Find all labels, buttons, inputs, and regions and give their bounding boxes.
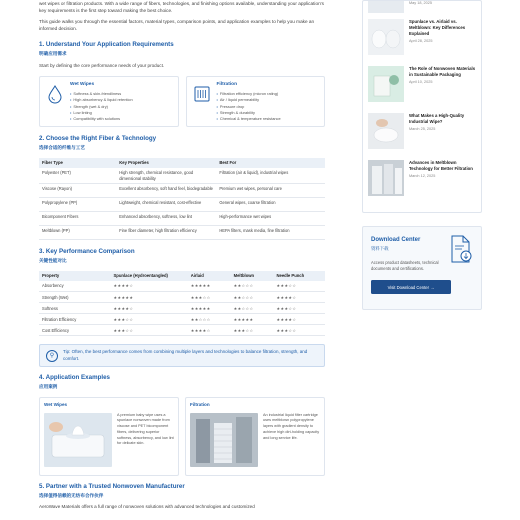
card-item: • Filtration efficiency (micron rating) [217,91,281,97]
post-item[interactable] [368,113,476,154]
star-rating: ★★★★☆ [274,292,326,303]
table-cell: Viscose (Rayon) [39,184,116,198]
table-row [39,212,325,226]
table-cell: HEPA filters, mask media, fine filtration [216,226,325,240]
application-examples [39,397,325,476]
card-item: • Low linting [70,110,133,116]
filter-cartridge-photo [190,413,258,467]
card-title: Filtration [216,82,238,88]
table-row [39,303,325,314]
star-rating: ★★★☆☆ [274,281,326,292]
table-row [39,325,325,336]
intro-paragraph-2: This guide walks you through the essential factors, material types, comparison points, and application examples to help you make an informed decision. [39,19,315,32]
table-header: Meltblown [231,271,274,281]
table-cell: Filtration (air & liquid), industrial wipes [216,168,325,184]
post-thumbnail[interactable] [368,66,404,102]
table-cell: High strength, chemical resistance, good dimensional stability [116,168,216,184]
fiber-table [39,158,325,240]
post-item[interactable] [368,160,476,201]
card-item: • Chemical & temperature resistance [217,116,281,122]
star-rating: ★★★★★ [188,281,231,292]
post-title[interactable]: The Role of Nonwoven Materials in Sustainable Packaging [409,66,476,78]
document-download-icon [449,235,473,263]
app-text: An industrial liquid filter cartridge uses meltblown polypropylene layers with gradient density to achieve high dirt-holding capacity and long service life. [263,412,320,440]
app-filtration [185,397,325,476]
post-date: March 12, 2025 [409,174,436,179]
table-cell: Meltblown (PP) [39,226,116,240]
star-rating: ★★★☆☆ [274,325,326,336]
app-title: Filtration [190,402,210,408]
post-title[interactable]: Spunlace vs. Airlaid vs. Meltblown: Key Differences Explained [409,19,466,37]
star-rating: ★★★☆☆ [111,325,188,336]
section-1-title-cn: 明确应用需求 [39,51,67,57]
star-rating: ★★★★☆ [188,325,231,336]
download-title-cn: 资料下载 [371,245,389,251]
card-wet-wipes [39,76,179,127]
card-item: • Softness & skin-friendliness [70,91,133,97]
section-2-title-cn: 选择合适的纤维与工艺 [39,145,85,151]
post-date: March 25, 2025 [409,127,436,132]
table-row [39,226,325,240]
app-text: A premium baby wipe uses a spunlace nonwoven made from viscose and PET bicomponent fibers, delivering superior softness, absorbency, and low lint for delicate skin. [117,412,174,446]
post-date: April 28, 2025 [409,39,433,44]
section-5-title-cn: 选择值得信赖的无纺布合作伙伴 [39,493,104,499]
star-rating: ★★★★★ [231,314,274,325]
post-item[interactable] [368,19,476,60]
table-cell: Polyester (PET) [39,168,116,184]
star-rating: ★★★☆☆ [231,325,274,336]
post-date: May 18, 2025 [409,1,433,5]
post-thumbnail[interactable] [368,113,404,149]
recent-posts [362,0,482,213]
post-title[interactable]: Advances in Meltblown Technology for Better Filtration [409,160,473,172]
table-header: Fiber Type [39,158,116,168]
card-title: Wet Wipes [70,82,95,88]
star-rating: ★★★★★ [188,303,231,314]
card-item: • Strength & durability [217,110,281,116]
property-cell: Absorbency [39,281,111,292]
property-cell: Strength (Wet) [39,292,111,303]
post-title[interactable]: What Makes a High-Quality Industrial Wipe? [409,113,465,125]
table-cell: High-performance wet wipes [216,212,325,226]
section-4-title: 4. Application Examples [39,374,110,382]
star-rating: ★★★☆☆ [274,303,326,314]
card-item: • Air / liquid permeability [217,97,281,103]
star-rating: ★★★☆☆ [111,314,188,325]
card-item: • Strength (wet & dry) [70,104,133,110]
intro [39,0,325,32]
star-rating: ★★☆☆☆ [231,303,274,314]
section-1-lead: Start by defining the core performance needs of your product. [39,62,165,68]
table-header: Spunlace (Hydroentangled) [111,271,188,281]
property-cell: Cost Efficiency [39,325,111,336]
card-filtration [186,76,326,127]
table-row [39,184,325,198]
property-cell: Softness [39,303,111,314]
post-item[interactable] [368,66,476,107]
post-thumbnail[interactable] [368,160,404,196]
section-5-title: 5. Partner with a Trusted Nonwoven Manufacturer [39,483,185,491]
table-cell: Lightweight, chemical resistant, cost-effective [116,198,216,212]
table-row [39,292,325,303]
download-text: Access product datasheets, technical documents and certifications. [371,260,439,271]
card-item: • High absorbency & liquid retention [70,97,133,103]
star-rating: ★★★★☆ [274,314,326,325]
post-thumbnail[interactable] [368,1,404,13]
section-1-title: 1. Understand Your Application Requirements [39,41,174,49]
star-rating: ★★☆☆☆ [231,292,274,303]
tip-box [39,344,325,367]
table-cell: Bicomponent Fibers [39,212,116,226]
table-header: Key Properties [116,158,216,168]
download-center [362,226,482,310]
post-date: April 10, 2025 [409,80,433,85]
article-content [39,0,325,510]
star-rating: ★★☆☆☆ [188,314,231,325]
section-4-title-cn: 应用案例 [39,384,58,390]
table-cell: Fine fiber diameter, high filtration efficiency [116,226,216,240]
tip-text: Tip: Often, the best performance comes from combining multiple layers and technologies to balance filtration, strength, and comfort. [63,349,308,361]
filter-icon [192,84,212,104]
visit-download-center-button[interactable]: Visit Download Center → [371,280,451,294]
star-rating: ★★☆☆☆ [231,281,274,292]
star-rating: ★★★★★ [111,292,188,303]
card-item: • Pressure drop [217,104,281,110]
app-title: Wet Wipes [44,402,68,408]
app-wet-wipes [39,397,179,476]
table-cell: Excellent absorbency, soft hand feel, biodegradable [116,184,216,198]
droplet-icon [45,84,65,104]
table-row [39,168,325,184]
wet-wipes-photo [44,413,112,467]
table-header: Best For [216,158,325,168]
star-rating: ★★★★☆ [111,303,188,314]
table-row [39,281,325,292]
section-3-title: 3. Key Performance Comparison [39,248,135,256]
table-row [39,198,325,212]
star-rating: ★★★★☆ [111,281,188,292]
post-item[interactable] [368,1,476,13]
table-cell: Polypropylene (PP) [39,198,116,212]
table-cell: Enhanced absorbency, softness, low lint [116,212,216,226]
performance-table [39,271,325,337]
lightbulb-icon: ⚲ [46,350,58,362]
requirement-cards [39,76,325,127]
sidebar [362,0,482,310]
download-title: Download Center [371,237,421,243]
post-thumbnail[interactable] [368,19,404,55]
table-row [39,314,325,325]
section-2-title: 2. Choose the Right Fiber & Technology [39,135,157,143]
table-header: Needle Punch [274,271,326,281]
table-header: Airlaid [188,271,231,281]
star-rating: ★★★☆☆ [188,292,231,303]
section-5-text: AeroWave Materials offers a full range of nonwoven solutions with advanced technologies and customized [39,503,255,509]
table-header: Property [39,271,111,281]
table-cell: General wipes, coarse filtration [216,198,325,212]
property-cell: Filtration Efficiency [39,314,111,325]
intro-paragraph-1: wet wipes or filtration products. With a wide range of fibers, technologies, and finishing options available, understanding your application's key requirements is the first step toward making the best choice. [39,1,324,14]
table-cell: Premium wet wipes, personal care [216,184,325,198]
card-item: • Compatibility with solutions [70,116,133,122]
section-3-title-cn: 关键性能对比 [39,258,67,264]
